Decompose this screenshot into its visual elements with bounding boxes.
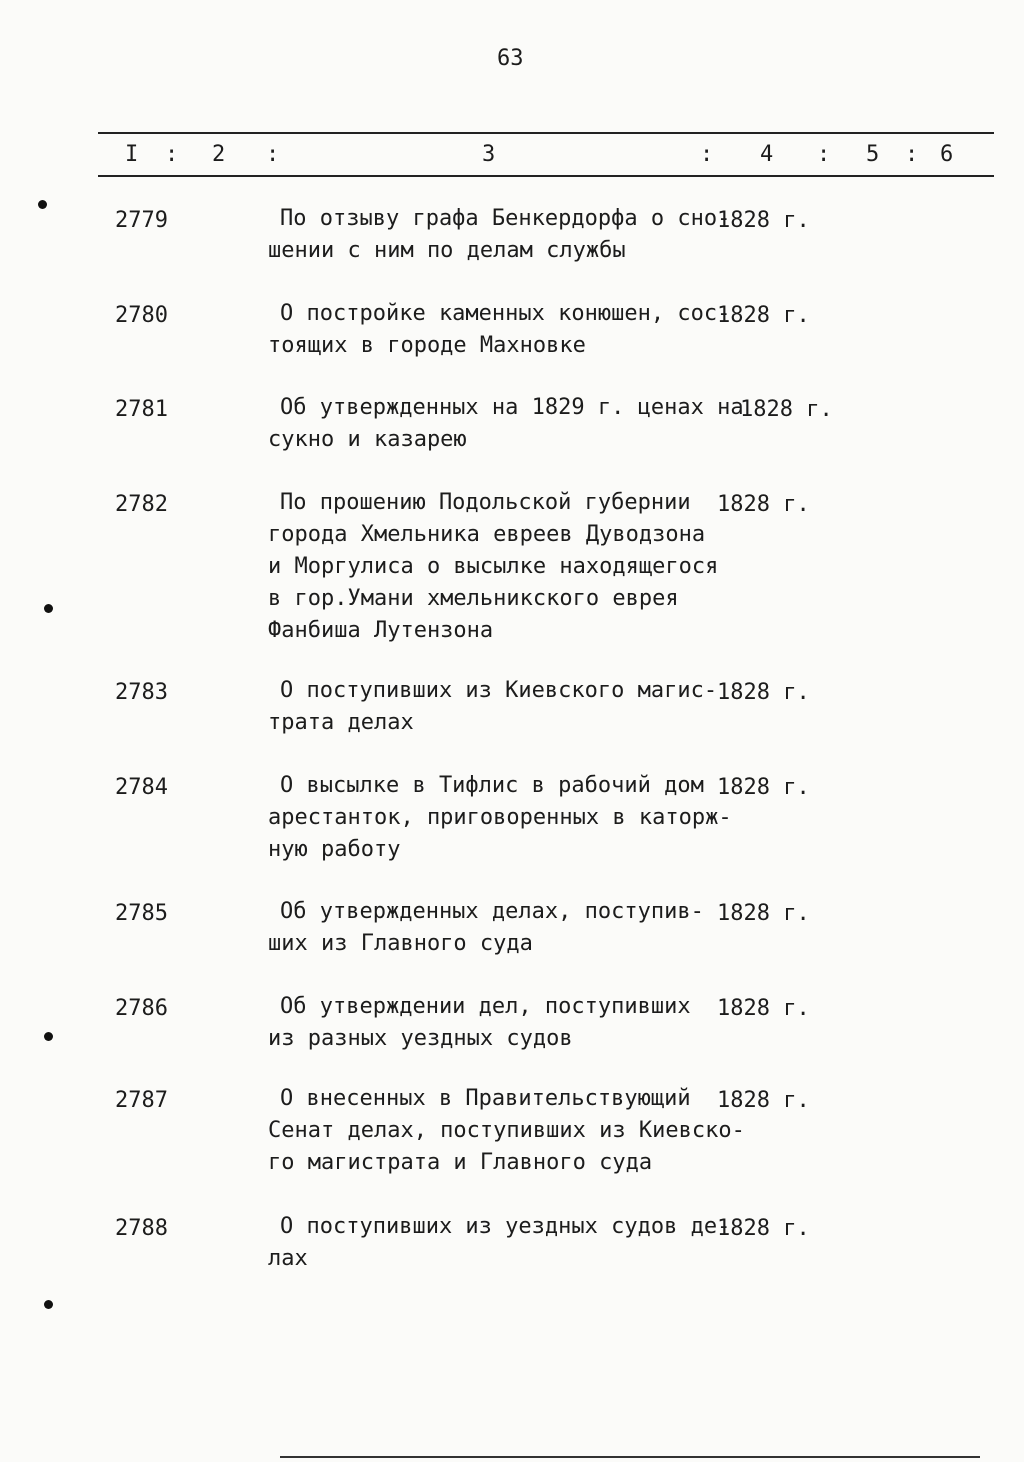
- entry-number: 2785: [115, 901, 168, 926]
- entry-date: 1828 г.: [740, 397, 833, 422]
- entry-title-line: города Хмельника евреев Дуводзона: [268, 522, 706, 547]
- entry-date: 1828 г.: [717, 901, 810, 926]
- column-header-6: 6: [940, 142, 954, 167]
- entry-title-line: О поступивших из Киевского магис-: [280, 678, 718, 703]
- entry-title-line: О внесенных в Правительствующий: [280, 1086, 691, 1111]
- entry-title-line: ших из Главного суда: [268, 931, 533, 956]
- binder-hole-mark: [44, 604, 53, 613]
- entry-number: 2779: [115, 208, 168, 233]
- entry-date: 1828 г.: [717, 775, 810, 800]
- entry-title-line: О высылке в Тифлис в рабочий дом: [280, 773, 704, 798]
- entry-title-line: лах: [268, 1246, 308, 1271]
- column-header-3: 3: [482, 142, 496, 167]
- entry-title-line: Фанбиша Лутензона: [268, 618, 494, 643]
- column-separator: :: [165, 142, 179, 167]
- entry-title-line: Об утвержденных на 1829 г. ценах на: [280, 395, 744, 420]
- binder-hole-mark: [38, 200, 47, 209]
- page-number: 63: [497, 46, 524, 71]
- column-header-1: I: [125, 142, 139, 167]
- entry-title-line: Сенат делах, поступивших из Киевско-: [268, 1118, 745, 1143]
- entry-date: 1828 г.: [717, 996, 810, 1021]
- entry-title-line: сукно и казарею: [268, 427, 467, 452]
- entry-date: 1828 г.: [717, 492, 810, 517]
- entry-title-line: в гор.Умани хмельникского еврея: [268, 586, 679, 611]
- entry-title-line: По прошению Подольской губернии: [280, 490, 691, 515]
- entry-number: 2788: [115, 1216, 168, 1241]
- entry-title-line: арестанток, приговоренных в каторж-: [268, 805, 732, 830]
- entry-title-line: трата делах: [268, 710, 414, 735]
- entry-title-line: тоящих в городе Махновке: [268, 333, 586, 358]
- entry-title-line: го магистрата и Главного суда: [268, 1150, 653, 1175]
- column-separator: :: [266, 142, 280, 167]
- binder-hole-mark: [44, 1300, 53, 1309]
- entry-title-line: ную работу: [268, 837, 401, 862]
- entry-date: 1828 г.: [717, 208, 810, 233]
- entry-title-line: О поступивших из уездных судов де-: [280, 1214, 731, 1239]
- entry-date: 1828 г.: [717, 1216, 810, 1241]
- entry-number: 2783: [115, 680, 168, 705]
- entry-number: 2787: [115, 1088, 168, 1113]
- binder-hole-mark: [44, 1032, 53, 1041]
- entry-number: 2786: [115, 996, 168, 1021]
- entry-title-line: из разных уездных судов: [268, 1026, 573, 1051]
- entry-number: 2784: [115, 775, 168, 800]
- footer-rule: [280, 1456, 980, 1458]
- entry-number: 2781: [115, 397, 168, 422]
- header-bottom-rule: [98, 175, 994, 177]
- entry-date: 1828 г.: [717, 1088, 810, 1113]
- column-header-2: 2: [212, 142, 226, 167]
- entry-title-line: О постройке каменных конюшен, сос-: [280, 301, 731, 326]
- header-top-rule: [98, 132, 994, 134]
- entry-number: 2782: [115, 492, 168, 517]
- column-header-4: 4: [760, 142, 774, 167]
- entry-title-line: и Моргулиса о высылке находящегося: [268, 554, 719, 579]
- column-header-5: 5: [866, 142, 880, 167]
- entry-title-line: шении с ним по делам службы: [268, 238, 626, 263]
- entry-date: 1828 г.: [717, 680, 810, 705]
- column-separator: :: [905, 142, 919, 167]
- entry-title-line: Об утвержденных делах, поступив-: [280, 899, 704, 924]
- entry-title-line: Об утверждении дел, поступивших: [280, 994, 691, 1019]
- entry-date: 1828 г.: [717, 303, 810, 328]
- entry-number: 2780: [115, 303, 168, 328]
- entry-title-line: По отзыву графа Бенкердорфа о сно-: [280, 206, 731, 231]
- column-separator: :: [700, 142, 714, 167]
- column-separator: :: [817, 142, 831, 167]
